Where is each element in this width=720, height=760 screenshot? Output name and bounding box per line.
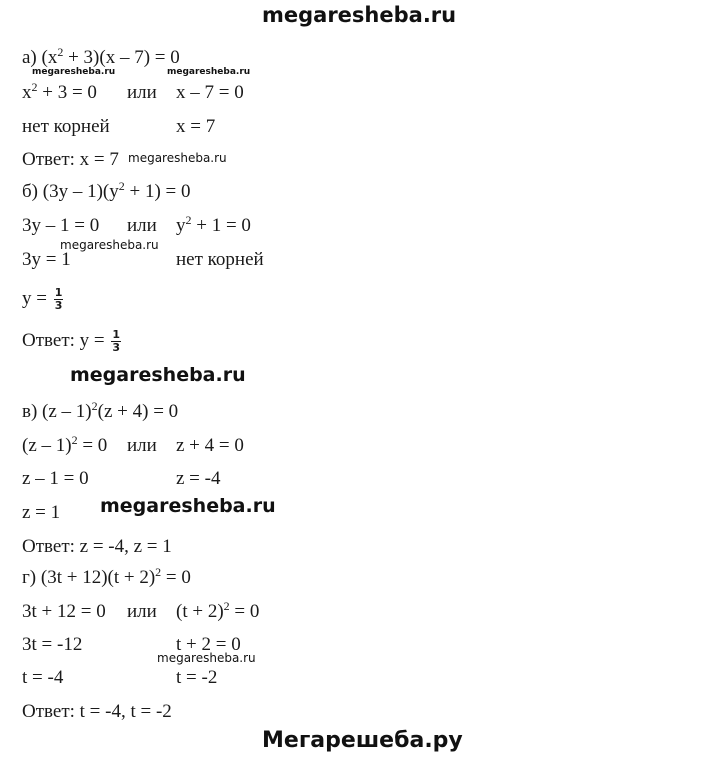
factor-b1: 3y – 1 = 0 xyxy=(22,215,100,236)
answer-g: Ответ: t = -4, t = -2 xyxy=(22,701,172,722)
factor-v2: z + 4 = 0 xyxy=(176,435,244,456)
factor-g1: 3t + 12 = 0 xyxy=(22,601,106,622)
result-g1: 3t = -12 xyxy=(22,634,83,655)
result-a1: нет корней xyxy=(22,116,110,137)
factor-a1: $x^2 + 3 = 0$ xyxy=(22,80,97,103)
equation-b: б) $(3y - 1)(y^2 + 1) = 0$ xyxy=(22,179,191,202)
factor-a2: x – 7 = 0 xyxy=(176,82,244,103)
or-g: или xyxy=(127,601,157,622)
equation-g: г) $(3t + 12)(t + 2)^2 = 0$ xyxy=(22,565,191,588)
equation-a: а) $(x^2 + 3)(x - 7) = 0$ xyxy=(22,45,180,68)
watermark-top: megaresheba.ru xyxy=(262,3,457,27)
watermark-mid: megaresheba.ru xyxy=(70,364,246,386)
result-g4: t = -2 xyxy=(176,667,218,688)
watermark-small: megaresheba.ru xyxy=(167,67,251,77)
equation-v: в) (z – 1)$^2$(z + 4) = 0 xyxy=(22,399,179,422)
result-a2: x = 7 xyxy=(176,116,216,137)
result-b2: нет корней xyxy=(176,249,264,270)
watermark-small: megaresheba.ru xyxy=(60,238,159,252)
factor-g2: $(t + 2)^2 = 0$ xyxy=(176,599,260,622)
result-b3: y = $\frac{1}{3}$ xyxy=(22,286,63,312)
result-b1: 3y = 1 xyxy=(22,249,71,270)
or-v: или xyxy=(127,435,157,456)
result-g2: t + 2 = 0 xyxy=(176,634,241,655)
or-b: или xyxy=(127,215,157,236)
result-v2: z = -4 xyxy=(176,468,221,489)
watermark-bottom: Мегарешеба.ру xyxy=(262,728,463,753)
watermark-small: megaresheba.ru xyxy=(32,67,116,77)
result-g3: t = -4 xyxy=(22,667,64,688)
answer-b: Ответ: y = $\frac{1}{3}$ xyxy=(22,328,121,354)
or-a: или xyxy=(127,82,157,103)
fraction: $\frac{1}{3}$ xyxy=(112,328,121,354)
fraction: $\frac{1}{3}$ xyxy=(54,286,63,312)
factor-b2: $y^2 + 1 = 0$ xyxy=(176,213,251,236)
watermark-mid: megaresheba.ru xyxy=(100,495,276,517)
answer-a: Ответ: x = 7 xyxy=(22,149,119,170)
result-v1: z – 1 = 0 xyxy=(22,468,89,489)
result-v3: z = 1 xyxy=(22,502,61,523)
watermark-small: megaresheba.ru xyxy=(128,151,227,165)
answer-v: Ответ: z = -4, z = 1 xyxy=(22,536,172,557)
factor-v1: (z – 1)$^2$ = 0 xyxy=(22,433,108,456)
watermark-small: megaresheba.ru xyxy=(157,651,256,665)
